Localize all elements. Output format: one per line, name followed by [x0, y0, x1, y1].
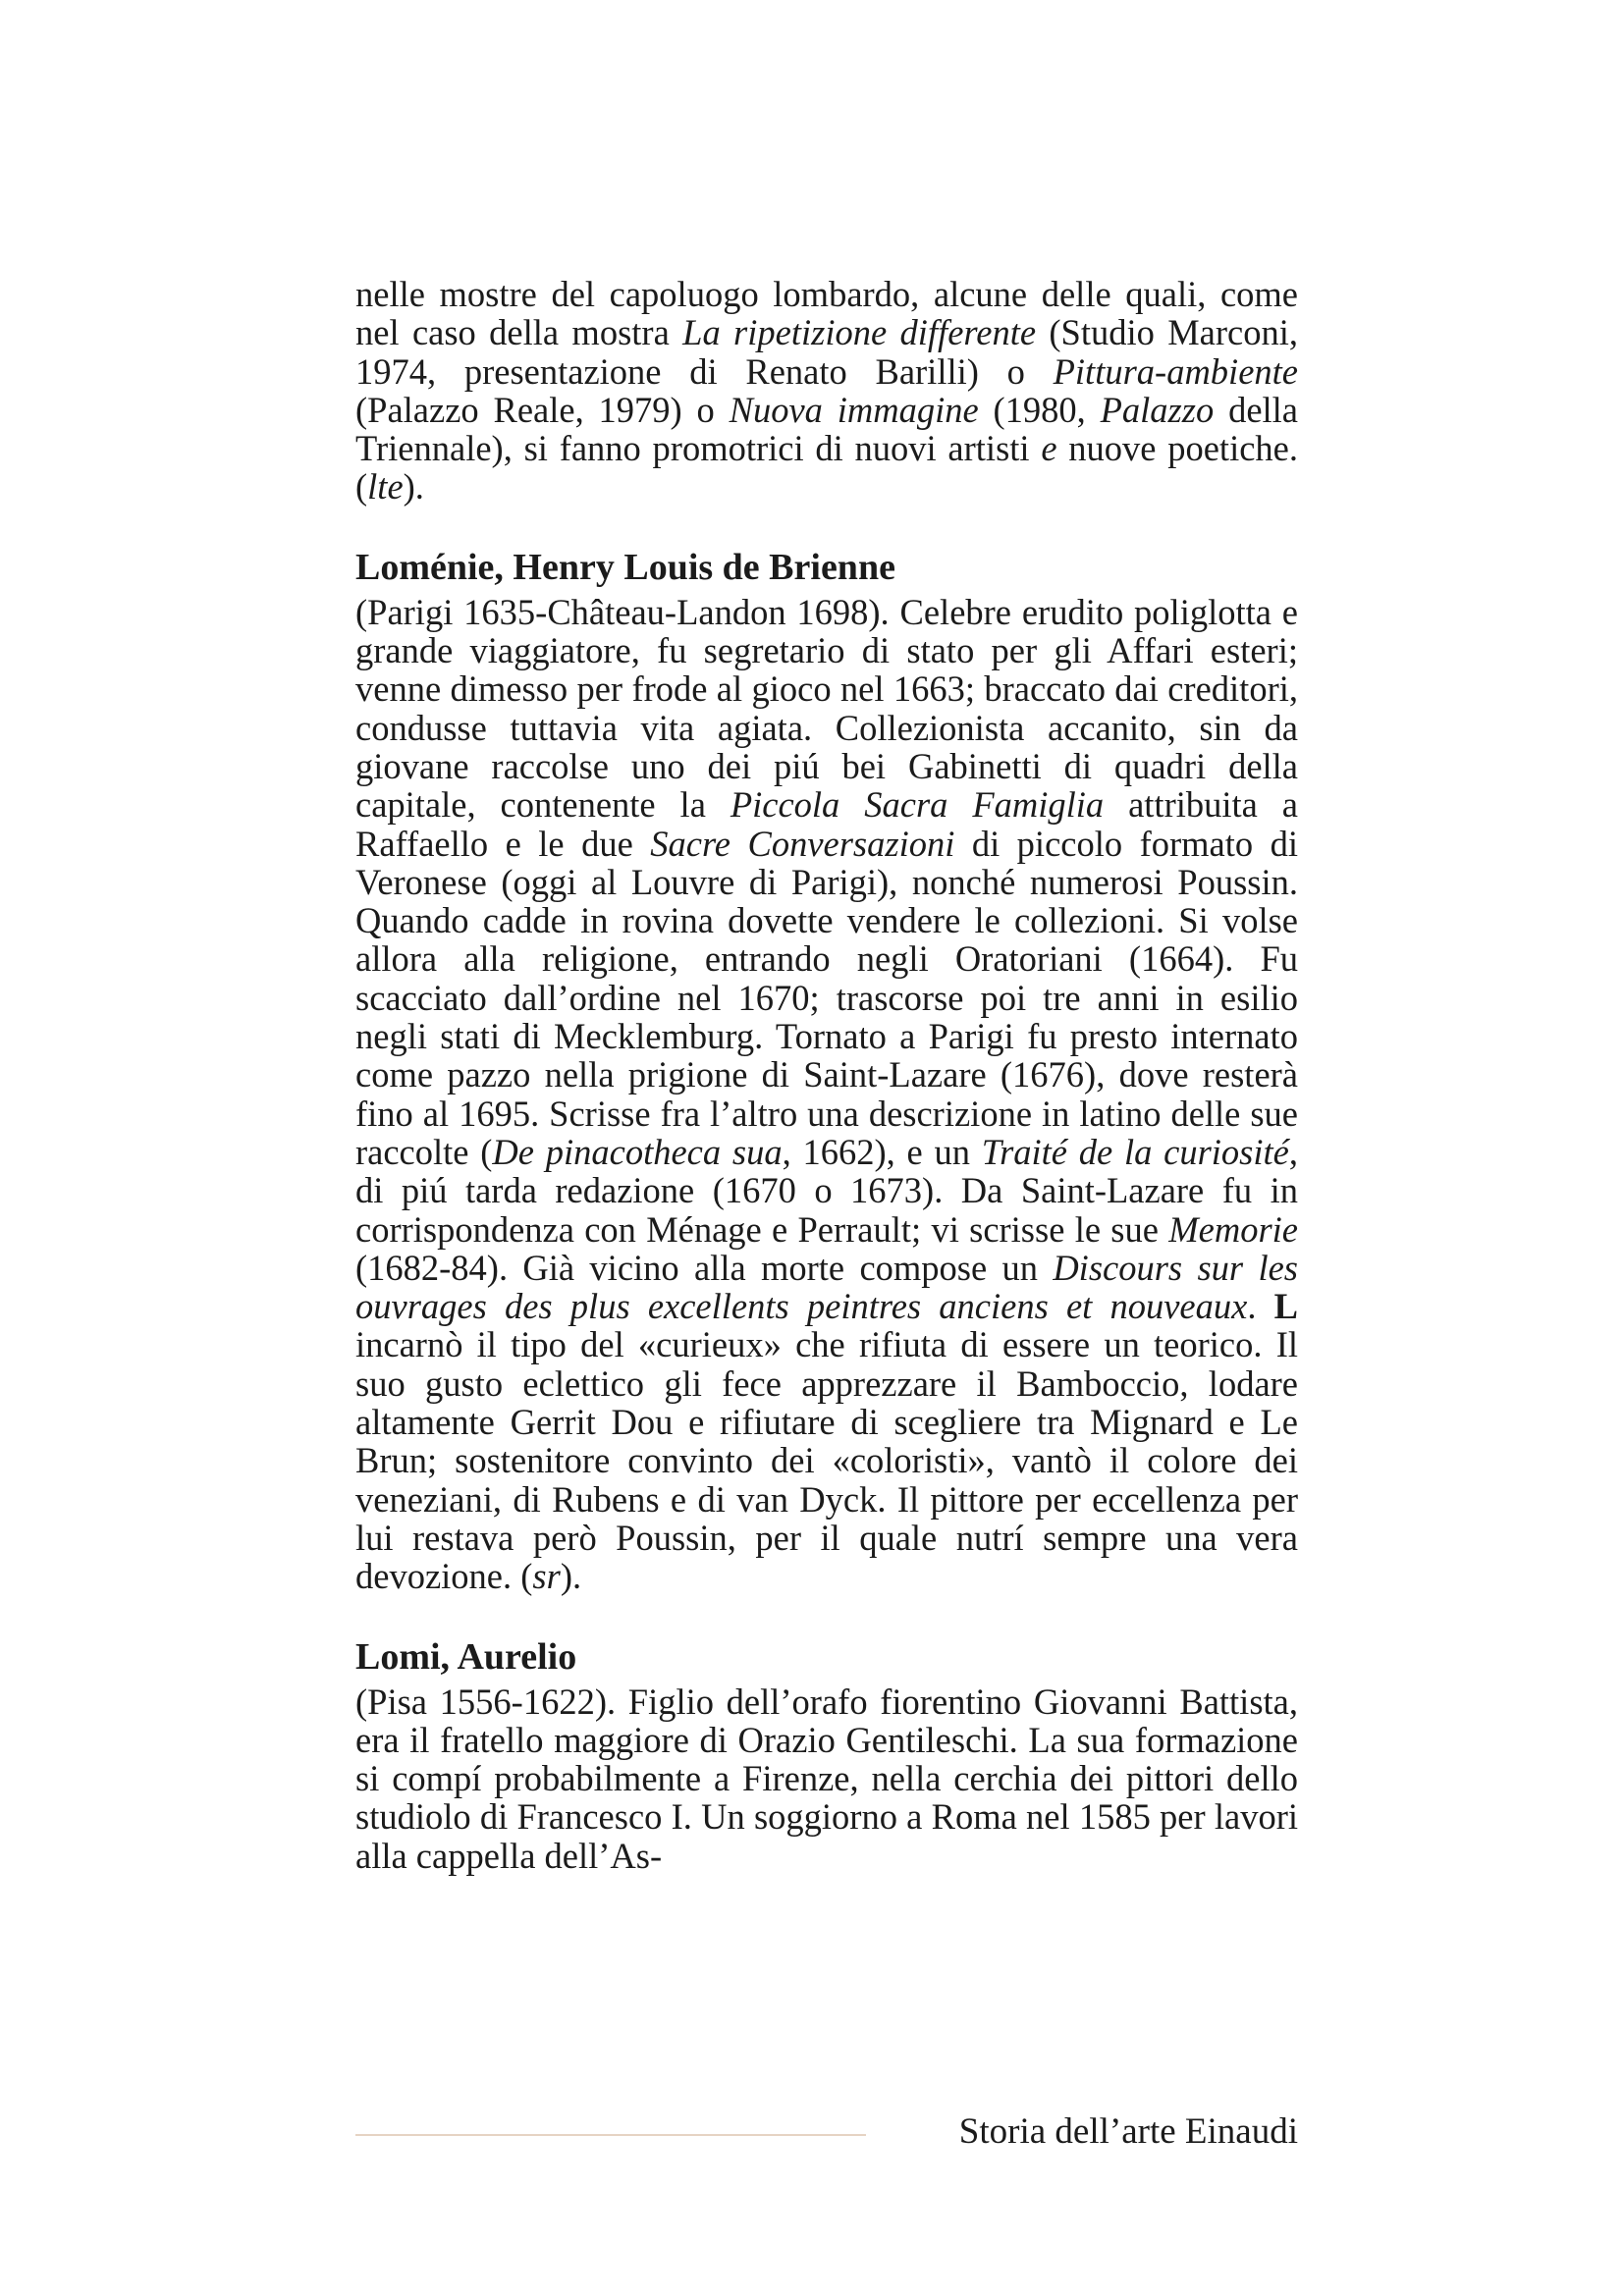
text-span: . — [1247, 1286, 1274, 1327]
italic-span: Traité de la curiosité — [981, 1131, 1289, 1172]
page-footer — [355, 2110, 1298, 2160]
italic-span: Discours sur les ouvrages des plus excellents peintres anciens et nouveaux — [355, 1247, 1298, 1327]
text-span: (1980, — [978, 389, 1101, 430]
text-span: (Parigi 1635-Château-Landon 1698). Celebre erudito poliglotta e grande viaggiatore, fu segretario di stato per gli Affari esteri; venne dimesso per frode al gioco nel 1663; braccato dai creditori, condusse tuttavia vita agiata. Collezionista accanito, sin da giovane raccolse uno dei piú bei Gabinetti di quadri della capitale, contenente la — [355, 591, 1298, 826]
italic-span: Memorie — [1168, 1208, 1298, 1250]
bold-span: L — [1273, 1286, 1299, 1327]
text-span: nelle mostre del capoluogo lombardo, alcune delle quali, come nel caso della mostra — [355, 274, 1298, 353]
entry-title-lomi: Lomi, Aurelio — [355, 1635, 577, 1678]
text-span: attribuita a Raffaello e le due — [355, 784, 1298, 864]
text-span: (Palazzo Reale, 1979) o — [355, 389, 730, 430]
text-span: ). — [403, 466, 424, 507]
text-span: (Studio Marconi, 1974, presentazione di Renato Barilli) o — [355, 312, 1298, 392]
entry-body-lomenie — [355, 593, 1298, 1596]
text-span: , di piú tarda redazione (1670 o 1673). Da Saint-Lazare fu in corrispondenza con Ménage e Perrault; vi scrisse le sue — [355, 1131, 1298, 1250]
footer-rule — [355, 2134, 866, 2136]
entry-continuation-paragraph — [355, 275, 1298, 507]
footer-title: Storia dell’arte Einaudi — [958, 2111, 1298, 2152]
italic-span: lte — [367, 466, 404, 507]
italic-span: e — [1041, 428, 1057, 469]
text-span: nuove poetiche. ( — [355, 428, 1298, 507]
italic-span: De pinacotheca sua — [492, 1131, 783, 1172]
italic-span: Sacre Conversazioni — [650, 823, 955, 864]
text-span: (1682-84). Già vicino alla morte compose un — [355, 1247, 1054, 1288]
italic-span: Nuova immagine — [729, 389, 979, 430]
text-column — [355, 275, 1298, 1875]
text-span: della Triennale), si fanno promotrici di nuovi artisti — [355, 389, 1298, 469]
text-span: incarnò il tipo del «curieux» che rifiuta di essere un teorico. Il suo gusto eclettico gli fece apprezzare il Bamboccio, lodare altamente Gerrit Dou e rifiutare di scegliere tra Mignard e Le Brun; sostenitore convinto dei «coloristi», vantò il colore dei veneziani, di Rubens e di van Dyck. Il pittore per eccellenza per lui restava però Poussin, per il quale nutrí sempre una vera devozione. ( — [355, 1324, 1298, 1597]
entry-title-lomenie: Loménie, Henry Louis de Brienne — [355, 546, 895, 588]
text-span: (Pisa 1556-1622). Figlio dell’orafo fiorentino Giovanni Battista, era il fratello maggiore di Orazio Gentileschi. La sua formazione si compí probabilmente a Firenze, nella cerchia dei pittori dello studiolo di Francesco I. Un soggiorno a Roma nel 1585 per lavori alla cappella dell’As- — [355, 1681, 1298, 1876]
italic-span: sr — [532, 1556, 561, 1597]
text-span: , 1662), e un — [782, 1131, 982, 1172]
entry-body-lomi — [355, 1682, 1298, 1875]
text-span: ). — [560, 1556, 582, 1597]
italic-span: Pittura-ambiente — [1053, 350, 1298, 392]
italic-span: Palazzo — [1100, 389, 1215, 430]
italic-span: La ripetizione differente — [682, 312, 1037, 353]
italic-span: Piccola Sacra Famiglia — [730, 784, 1105, 826]
text-span: di piccolo formato di Veronese (oggi al Louvre di Parigi), nonché numerosi Poussin. Quando cadde in rovina dovette vendere le collezioni. Si volse allora alla religione, entrando negli Oratoriani (1664). Fu scacciato dall’ordine nel 1670; trascorse poi tre anni in esilio negli stati di Mecklemburg. Tornato a Parigi fu presto internato come pazzo nella prigione di Saint-Lazare (1676), dove resterà fino al 1695. Scrisse fra l’altro una descrizione in latino delle sue raccolte ( — [355, 823, 1298, 1172]
